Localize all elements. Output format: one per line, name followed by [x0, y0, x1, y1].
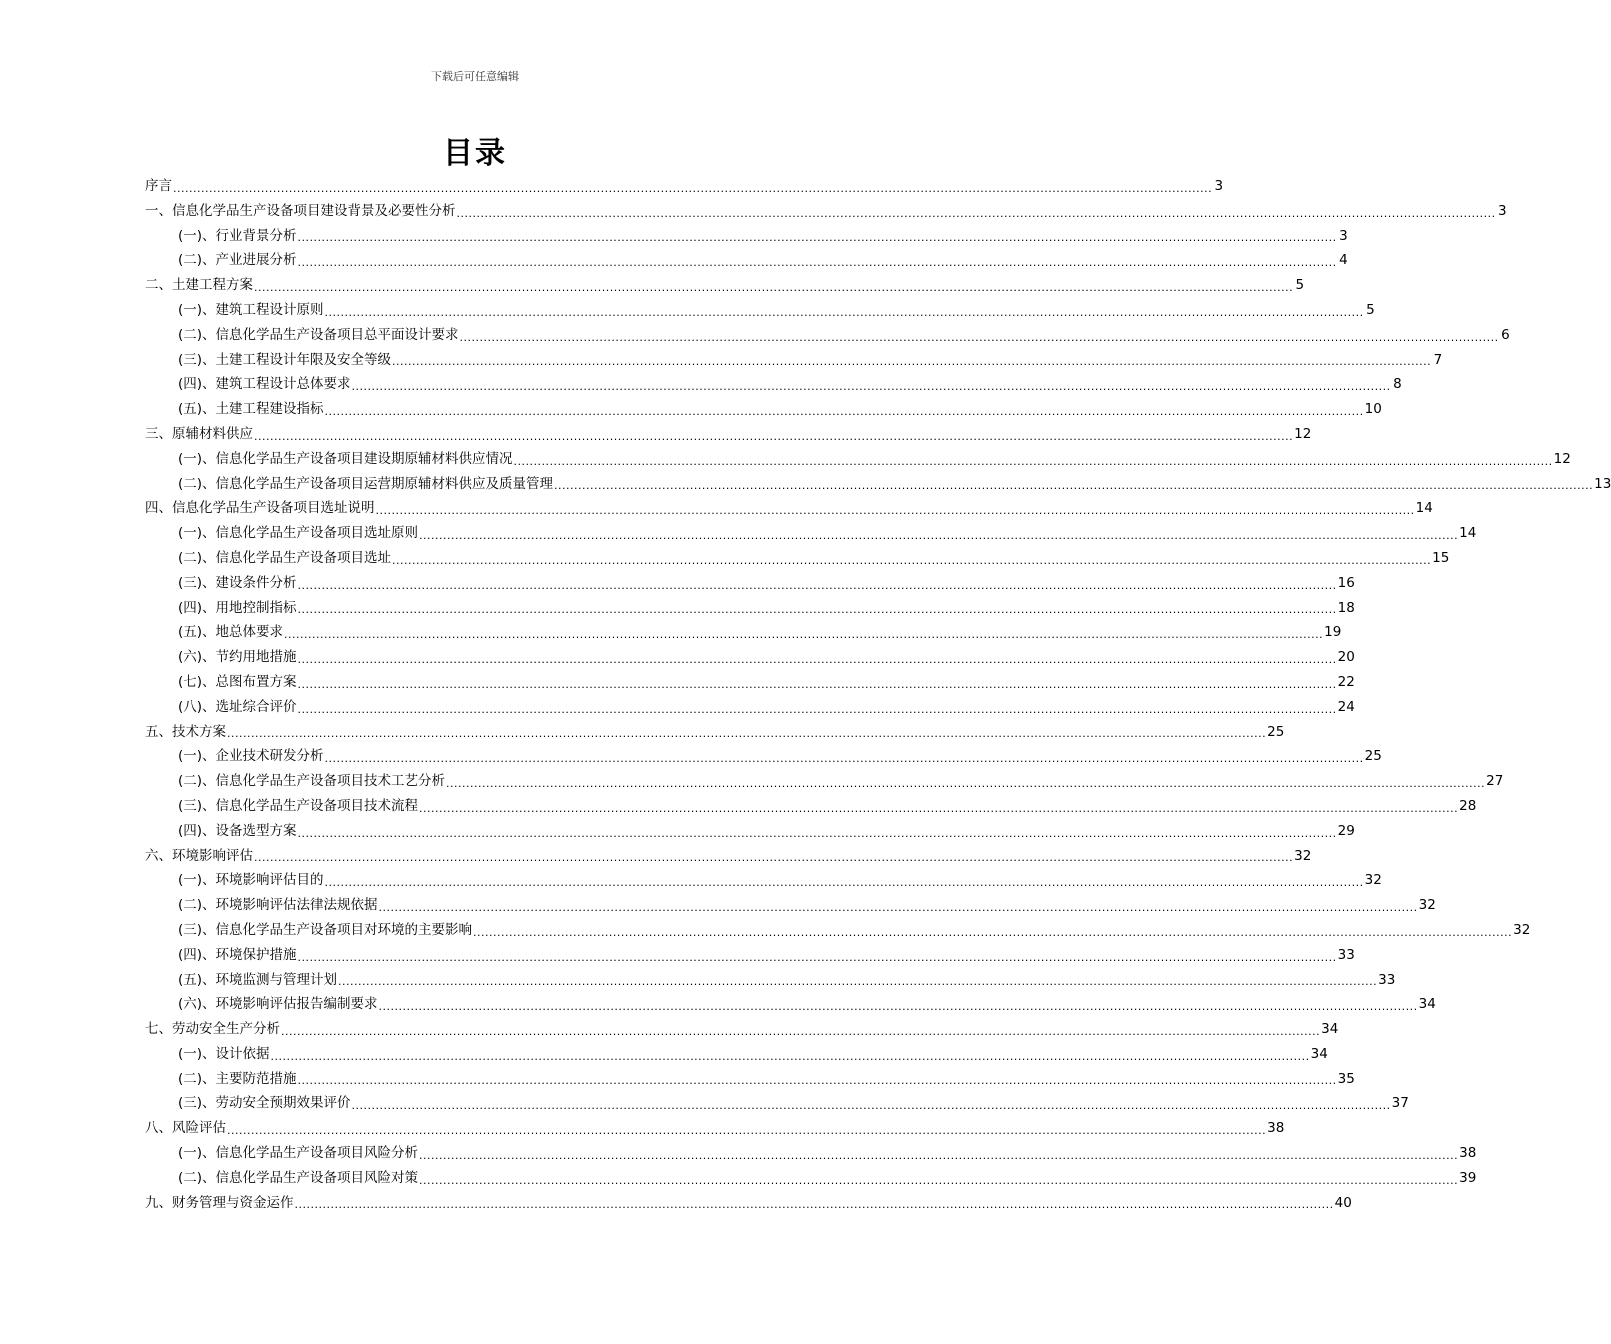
toc-entry[interactable]	[145, 571, 1355, 596]
toc-entry-label: 六、环境影响评估	[145, 847, 253, 864]
toc-entry-label: (三)、土建工程设计年限及安全等级	[178, 351, 392, 368]
toc-entry-label: (一)、信息化学品生产设备项目风险分析	[178, 1145, 419, 1162]
dot-leader: ....................................................................................................................................................................................................................................................................	[227, 727, 1267, 741]
toc-entry[interactable]	[145, 1116, 1285, 1141]
dot-leader: ....................................................................................................................................................................................................................................................................	[297, 578, 1337, 592]
toc-entry-label: (三)、建设条件分析	[178, 574, 297, 591]
toc-entry[interactable]	[145, 645, 1355, 670]
toc-entry-page-number: 33	[1378, 971, 1396, 988]
toc-entry-page-number: 40	[1334, 1194, 1352, 1211]
toc-entry-label: (七)、总图布置方案	[178, 673, 297, 690]
toc-entry-label: (四)、用地控制指标	[178, 599, 297, 616]
dot-leader: ....................................................................................................................................................................................................................................................................	[392, 553, 1432, 567]
toc-entry-page-number: 15	[1432, 549, 1450, 566]
dot-leader: ....................................................................................................................................................................................................................................................................	[378, 1000, 1418, 1014]
toc-entry-page-number: 32	[1513, 921, 1531, 938]
toc-entry-page-number: 34	[1321, 1021, 1339, 1038]
toc-entry[interactable]	[145, 472, 1611, 497]
toc-entry[interactable]	[145, 794, 1477, 819]
toc-entry[interactable]	[145, 1067, 1355, 1092]
toc-entry-page-number: 12	[1553, 450, 1571, 467]
dot-leader: ....................................................................................................................................................................................................................................................................	[473, 925, 1513, 939]
toc-entry-label: 五、技术方案	[145, 723, 226, 740]
toc-entry[interactable]	[145, 596, 1355, 621]
toc-entry-page-number: 33	[1337, 946, 1355, 963]
dot-leader: ....................................................................................................................................................................................................................................................................	[419, 528, 1459, 542]
toc-entry-page-number: 12	[1294, 425, 1312, 442]
toc-entry[interactable]	[145, 992, 1436, 1017]
toc-entry[interactable]	[145, 224, 1348, 249]
toc-entry-label: (二)、主要防范措施	[178, 1070, 297, 1087]
toc-entry-page-number: 7	[1433, 351, 1443, 368]
dot-leader: ....................................................................................................................................................................................................................................................................	[338, 975, 1378, 989]
dot-leader: ....................................................................................................................................................................................................................................................................	[297, 652, 1337, 666]
toc-entry-label: (二)、信息化学品生产设备项目风险对策	[178, 1169, 419, 1186]
toc-entry-page-number: 28	[1459, 797, 1477, 814]
dot-leader: ....................................................................................................................................................................................................................................................................	[297, 231, 1337, 245]
toc-entry-page-number: 32	[1294, 847, 1312, 864]
toc-entry-label: (四)、建筑工程设计总体要求	[178, 376, 351, 393]
toc-entry[interactable]	[145, 670, 1355, 695]
toc-entry-label: (二)、环境影响评估法律法规依据	[178, 897, 378, 914]
dot-leader: ....................................................................................................................................................................................................................................................................	[254, 429, 1294, 443]
toc-entry-label: (一)、信息化学品生产设备项目建设期原辅材料供应情况	[178, 450, 513, 467]
toc-entry-page-number: 18	[1337, 599, 1355, 616]
toc-entry-label: (二)、产业进展分析	[178, 252, 297, 269]
toc-entry-label: 八、风险评估	[145, 1120, 226, 1137]
toc-entry[interactable]	[145, 348, 1443, 373]
dot-leader: ....................................................................................................................................................................................................................................................................	[297, 702, 1337, 716]
toc-entry-page-number: 3	[1214, 178, 1224, 194]
toc-entry-page-number: 3	[1498, 202, 1507, 219]
toc-entry-page-number: 14	[1459, 525, 1477, 542]
toc-entry-label: 二、土建工程方案	[145, 277, 253, 294]
toc-entry-label: 七、劳动安全生产分析	[145, 1021, 280, 1038]
toc-entry[interactable]	[145, 968, 1396, 993]
dot-leader: ....................................................................................................................................................................................................................................................................	[513, 454, 1553, 468]
toc-entry-label: (一)、企业技术研发分析	[178, 748, 324, 765]
dot-leader: ....................................................................................................................................................................................................................................................................	[419, 1148, 1459, 1162]
toc-entry-page-number: 3	[1339, 227, 1348, 244]
toc-entry-label: (二)、信息化学品生产设备项目选址	[178, 549, 392, 566]
toc-entry-label: (四)、设备选型方案	[178, 822, 297, 839]
dot-leader: ....................................................................................................................................................................................................................................................................	[297, 603, 1337, 617]
dot-leader: ....................................................................................................................................................................................................................................................................	[297, 677, 1337, 691]
dot-leader: ....................................................................................................................................................................................................................................................................	[297, 256, 1337, 270]
dot-leader: ....................................................................................................................................................................................................................................................................	[378, 900, 1418, 914]
dot-leader: ....................................................................................................................................................................................................................................................................	[254, 851, 1294, 865]
toc-entry-page-number: 34	[1310, 1045, 1328, 1062]
dot-leader: ....................................................................................................................................................................................................................................................................	[173, 181, 1213, 195]
toc-entry[interactable]	[145, 273, 1305, 298]
toc-entry-page-number: 5	[1295, 277, 1305, 294]
toc-entry[interactable]	[145, 769, 1504, 794]
dot-leader: ....................................................................................................................................................................................................................................................................	[351, 1099, 1391, 1113]
dot-leader: ....................................................................................................................................................................................................................................................................	[297, 1074, 1337, 1088]
toc-entry[interactable]	[145, 397, 1382, 422]
toc-entry-label: (二)、信息化学品生产设备项目总平面设计要求	[178, 326, 459, 343]
toc-entry-label: (一)、环境影响评估目的	[178, 872, 324, 889]
toc-entry[interactable]	[145, 1141, 1477, 1166]
toc-entry-page-number: 34	[1418, 996, 1436, 1013]
dot-leader: ....................................................................................................................................................................................................................................................................	[227, 1124, 1267, 1138]
toc-entry-page-number: 5	[1366, 301, 1375, 318]
dot-leader: ....................................................................................................................................................................................................................................................................	[324, 305, 1364, 319]
dot-leader: ....................................................................................................................................................................................................................................................................	[281, 1024, 1321, 1038]
toc-entry[interactable]	[145, 893, 1436, 918]
toc-entry[interactable]	[145, 372, 1402, 397]
toc-entry[interactable]	[145, 744, 1382, 769]
toc-entry[interactable]	[145, 720, 1285, 745]
dot-leader: ....................................................................................................................................................................................................................................................................	[392, 355, 1432, 369]
table-of-contents	[145, 174, 1611, 1215]
toc-entry[interactable]	[145, 323, 1510, 348]
toc-entry-label: 序言	[145, 178, 172, 194]
toc-entry-page-number: 25	[1267, 723, 1285, 740]
toc-entry-label: 九、财务管理与资金运作	[145, 1194, 294, 1211]
toc-entry-label: 四、信息化学品生产设备项目选址说明	[145, 500, 375, 517]
toc-entry-page-number: 13	[1594, 475, 1611, 492]
toc-entry[interactable]	[145, 174, 1224, 199]
toc-entry-page-number: 24	[1337, 698, 1355, 715]
toc-entry[interactable]	[145, 496, 1433, 521]
toc-entry-page-number: 6	[1501, 326, 1510, 343]
toc-entry-label: (四)、环境保护措施	[178, 946, 297, 963]
toc-entry-page-number: 32	[1364, 872, 1382, 889]
toc-entry-label: (五)、环境监测与管理计划	[178, 971, 338, 988]
toc-entry-label: (五)、地总体要求	[178, 624, 284, 641]
toc-entry[interactable]	[145, 819, 1355, 844]
toc-entry-label: (六)、环境影响评估报告编制要求	[178, 996, 378, 1013]
toc-entry-page-number: 32	[1418, 897, 1436, 914]
toc-entry-page-number: 14	[1415, 500, 1433, 517]
toc-entry-label: (二)、信息化学品生产设备项目技术工艺分析	[178, 773, 446, 790]
toc-entry[interactable]	[145, 918, 1531, 943]
dot-leader: ....................................................................................................................................................................................................................................................................	[294, 1198, 1334, 1212]
toc-entry-label: (三)、信息化学品生产设备项目对环境的主要影响	[178, 921, 473, 938]
toc-entry-page-number: 37	[1391, 1095, 1409, 1112]
toc-entry[interactable]	[145, 1191, 1352, 1216]
toc-entry-label: 一、信息化学品生产设备项目建设背景及必要性分析	[145, 202, 456, 219]
dot-leader: ....................................................................................................................................................................................................................................................................	[254, 280, 1294, 294]
toc-entry[interactable]	[145, 1091, 1409, 1116]
toc-entry[interactable]	[145, 620, 1342, 645]
toc-entry[interactable]	[145, 1166, 1477, 1191]
toc-entry-page-number: 29	[1337, 822, 1355, 839]
toc-entry-label: (八)、选址综合评价	[178, 698, 297, 715]
dot-leader: ....................................................................................................................................................................................................................................................................	[297, 950, 1337, 964]
toc-entry-page-number: 19	[1324, 624, 1342, 641]
toc-entry-label: (一)、行业背景分析	[178, 227, 297, 244]
toc-entry-page-number: 8	[1393, 376, 1402, 393]
dot-leader: ....................................................................................................................................................................................................................................................................	[284, 628, 1324, 642]
toc-entry[interactable]	[145, 298, 1375, 323]
toc-entry[interactable]	[145, 199, 1507, 224]
dot-leader: ....................................................................................................................................................................................................................................................................	[459, 330, 1499, 344]
toc-entry-label: (三)、劳动安全预期效果评价	[178, 1095, 351, 1112]
toc-entry-label: (一)、设计依据	[178, 1045, 270, 1062]
toc-entry-page-number: 16	[1337, 574, 1355, 591]
dot-leader: ....................................................................................................................................................................................................................................................................	[446, 776, 1486, 790]
dot-leader: ....................................................................................................................................................................................................................................................................	[375, 504, 1415, 518]
toc-entry[interactable]	[145, 422, 1312, 447]
toc-entry[interactable]	[145, 844, 1312, 869]
toc-entry-page-number: 38	[1459, 1145, 1477, 1162]
toc-entry-label: (三)、信息化学品生产设备项目技术流程	[178, 797, 419, 814]
toc-entry-page-number: 25	[1364, 748, 1382, 765]
dot-leader: ....................................................................................................................................................................................................................................................................	[351, 380, 1391, 394]
toc-entry-label: 三、原辅材料供应	[145, 425, 253, 442]
dot-leader: ....................................................................................................................................................................................................................................................................	[270, 1049, 1310, 1063]
dot-leader: ....................................................................................................................................................................................................................................................................	[419, 801, 1459, 815]
toc-entry[interactable]	[145, 521, 1477, 546]
toc-entry[interactable]	[145, 546, 1450, 571]
toc-entry-page-number: 10	[1364, 401, 1382, 418]
toc-entry-label: (一)、建筑工程设计原则	[178, 301, 324, 318]
toc-title: 目录	[443, 136, 507, 171]
toc-entry[interactable]	[145, 868, 1382, 893]
toc-entry[interactable]	[145, 447, 1571, 472]
dot-leader: ....................................................................................................................................................................................................................................................................	[456, 206, 1496, 220]
toc-entry[interactable]	[145, 1042, 1328, 1067]
toc-entry-page-number: 27	[1486, 773, 1504, 790]
dot-leader: ....................................................................................................................................................................................................................................................................	[419, 1173, 1459, 1187]
toc-entry-page-number: 20	[1337, 649, 1355, 666]
toc-entry[interactable]	[145, 1017, 1339, 1042]
toc-entry-page-number: 35	[1337, 1070, 1355, 1087]
dot-leader: ....................................................................................................................................................................................................................................................................	[324, 752, 1364, 766]
toc-entry-page-number: 38	[1267, 1120, 1285, 1137]
dot-leader: ....................................................................................................................................................................................................................................................................	[324, 404, 1364, 418]
toc-entry-label: (六)、节约用地措施	[178, 649, 297, 666]
toc-entry[interactable]	[145, 943, 1355, 968]
toc-entry-label: (一)、信息化学品生产设备项目选址原则	[178, 525, 419, 542]
dot-leader: ....................................................................................................................................................................................................................................................................	[324, 876, 1364, 890]
header-note: 下载后可任意编辑	[431, 70, 519, 83]
toc-entry-label: (五)、土建工程建设指标	[178, 401, 324, 418]
toc-entry-label: (二)、信息化学品生产设备项目运营期原辅材料供应及质量管理	[178, 475, 554, 492]
toc-entry-page-number: 39	[1459, 1169, 1477, 1186]
toc-entry-page-number: 4	[1339, 252, 1348, 269]
dot-leader: ....................................................................................................................................................................................................................................................................	[554, 479, 1594, 493]
dot-leader: ....................................................................................................................................................................................................................................................................	[297, 826, 1337, 840]
toc-entry[interactable]	[145, 248, 1348, 273]
toc-entry[interactable]	[145, 695, 1355, 720]
toc-entry-page-number: 22	[1337, 673, 1355, 690]
